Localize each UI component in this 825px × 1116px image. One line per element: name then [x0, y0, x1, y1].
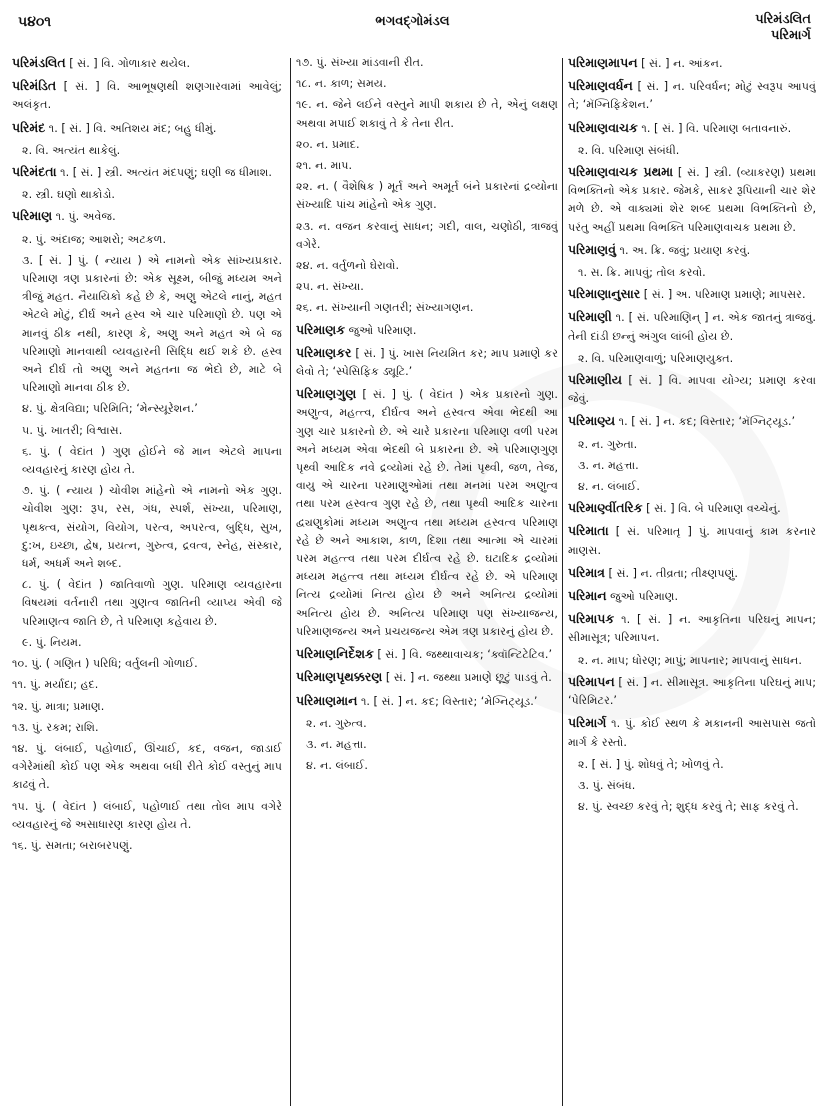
- sense-definition: ૪. પું. ક્ષેત્રવિદ્યા; પરિમિતિ; ‘મેન્સ્યૂરેશન.’: [22, 402, 198, 416]
- headword: પરિમંડલિત: [12, 55, 66, 70]
- definition: [ સં. ] ન. આંકન.: [637, 57, 723, 70]
- sense-definition: ૨૪. ન. વર્તુળનો ઘેરાવો.: [296, 259, 400, 273]
- definition: ૧. પું. કોઈ સ્થળ કે મકાનની આસપાસ જતો માર્ગ કે રસ્તો.: [568, 717, 816, 749]
- definition: [ સં. પરિમાતૃ ] પું. માપવાનું કામ કરનાર માણસ.: [568, 525, 816, 557]
- headword: પરિમાર્ગ: [568, 715, 607, 731]
- page-header: [0, 0, 825, 56]
- page-number: ૫૪૦૧: [18, 14, 52, 30]
- entry-columns: [12, 54, 818, 1110]
- sense-definition: ૯. પું. નિયમ.: [22, 635, 82, 649]
- sense-definition: ૪. પું. સ્વચ્છ કરવું તે; શુદ્ધ કરવું તે; સાફ કરવું તે.: [578, 800, 799, 814]
- dictionary-entry: [568, 285, 816, 304]
- sense-definition: ૧૭. પું. સંખ્યા માંડવાની રીત.: [296, 56, 424, 69]
- headword: પરિમાણાનુસાર: [568, 286, 641, 302]
- headword: પરિમાણ્ય: [568, 413, 616, 429]
- definition: [ સં. ] ન. સીમાસૂત્ર. આકૃતિના પરિઘનું માપ; ‘પેરિમિટર.’: [568, 675, 816, 708]
- definition: ૧. પું. અવેજ.: [52, 210, 116, 224]
- definition: [ સં. ] પું. ખાસ નિયમિત કર; માપ પ્રમાણે કર લેવો તે; ‘સ્પેસિફિક ડ્યૂટિ.’: [296, 346, 558, 379]
- sense-definition: ૨૬. ન. સંખ્યાની ગણતરી; સંખ્યાગણન.: [296, 301, 474, 315]
- sense-definition: ૨૫. ન. સંખ્યા.: [296, 280, 364, 294]
- sense-definition: ૩. [ સં. ] પું. ( ન્યાય ) એ નામનો એક સાંખ્યપ્રકાર. પરિમાણ ત્રણ પ્રકારનાં છે: એક સૂક્ષ્મ, બીજું મધ્યમ અને ત્રીજું મહત. નૈયાયિકો કહે છે કે, અણુ એટલે નાનું, મહત એટલે મોટું, દીર્ઘ અને હ્રસ્વ એ ચાર પરિમાણો છે. પણ એ માનવું ઠીક નથી, કારણ કે, અણુ અને મહત એ બે જ પરિમાણો માનવાથી વ્યવહારની સિદ્ધિ થઈ શકે છે. હ્રસ્વ અને દીર્ઘ તો અણુ અને મહતના જ ભેદો છે, માટે બે પરિમાણો માનવા ઠીક છે.: [22, 253, 282, 395]
- dictionary-entry: [568, 673, 816, 710]
- sense-definition: ૨. વિ. અત્યંત થાકેલું.: [22, 143, 121, 157]
- sense-definition: ૪. ન. લંબાઈ.: [306, 759, 368, 773]
- headword: પરિમાપક: [568, 611, 615, 627]
- dictionary-entry: [296, 645, 558, 664]
- headword: પરિમાન: [568, 588, 607, 604]
- headword: પરિમંદ: [12, 119, 46, 135]
- definition: [ સં. ] વિ. માપવા યોગ્ય; પ્રમાણ કરવા જેવું.: [568, 374, 816, 406]
- headword: પરિમાણનિર્દેશક: [296, 646, 374, 662]
- definition: ૧. [ સં. પરિમાણિન્ ] ન. એક જાતનું ત્રાજવું. તેની દાંડી છન્નું અંગુલ લાંબી હોય છે.: [568, 311, 816, 343]
- dictionary-entry: [12, 119, 282, 138]
- sense-definition: ૨. [ સં. ] પું. શોધવું તે; ખોળવું તે.: [578, 757, 724, 771]
- dictionary-entry: [568, 610, 816, 647]
- definition: [ સં. ] વિ. ગોળાકાર થયેલ.: [65, 57, 191, 70]
- headword: પરિમાણમાપન: [568, 55, 638, 70]
- definition: [ સં. ] ન. પરિવર્ધન; મોટું સ્વરૂપ આપવું તે; ‘મૅગ્નિફિકેશન.’: [568, 80, 816, 112]
- sense-definition: ૧૫. પું. ( વેદાંત ) લંબાઈ, પહોળાઈ તથા તોલ માપ વગેરે વ્યવહારનું જે અસાધારણ કારણ હોય તે.: [12, 799, 282, 831]
- column-divider: [290, 58, 291, 1106]
- headword: પરિમાત્ર: [568, 564, 605, 580]
- sense-definition: ૧૯. ન. જેને લઈને વસ્તુને માપી શકાય છે તે, એનું લક્ષણ અથવા મપાઈ શકાવું તે કે તેના રીત.: [296, 98, 558, 130]
- headword: પરિમાણ: [12, 208, 53, 224]
- dictionary-entry: [568, 522, 816, 559]
- column-divider: [562, 58, 563, 1106]
- sense-definition: ૫. પું. ખાતરી; વિશ્વાસ.: [22, 423, 123, 437]
- running-title: ભગવદ્ગોમંડલ: [375, 14, 450, 29]
- dictionary-entry: [296, 385, 558, 641]
- sense-definition: ૨. પું. અંદાજ; આશરો; અટકળ.: [22, 232, 167, 246]
- headword: પરિમાણકર: [296, 344, 352, 360]
- headword: પરિમાતા: [568, 523, 609, 539]
- sense-definition: ૪. ન. લંબાઈ.: [578, 480, 640, 494]
- definition: [ સં. ] પું. ( વેદાંત ) એક પ્રકારનો ગુણ. અણુત્વ, મહત્ત્વ, દીર્ઘત્વ અને હ્રસ્વત્વ એવા ભેદથી આ ગુણ ચાર પ્રકારનો છે. એ ચારે પ્રકારના પરિમાણ વળી પરમ અને મધ્યમ એવા ભેદથી બે પ્રકારના છે. એ પરિમાણગુણ પૃથ્વી આદિક નવે દ્રવ્યોમાં રહે છે. તેમાં પૃથ્વી, જળ, તેજ, વાયુ એ ચારના પરમાણુઓમાં તથા મનમાં પરમ અણુત્વ તથા પરમ હ્રસ્વત્વ ગુણ રહે છે, તથા પૃથ્વી આદિક ચારના દ્વ્યણુકોમાં મધ્યમ અણુત્વ તથા મધ્યમ હ્રસ્વત્વ પરિમાણ રહે છે અને આકાશ, કાળ, દિશા તથા આત્મા એ ચારમાં પરમ મહત્ત્વ તથા પરમ દીર્ઘત્વ રહે છે. ઘટાદિક દ્રવ્યોમાં મધ્યમ મહત્ત્વ તથા મધ્યમ દીર્ઘત્વ રહે છે. એ પરિમાણ નિત્ય દ્રવ્યોમાં નિત્ય હોય છે અને અનિત્ય દ્રવ્યોમાં અનિત્ય હોય છે. અનિત્ય પરિમાણ પણ સંખ્યાજન્ય, પરિમાણજન્ય અને પ્રચયજન્ય એમ ત્રણ પ્રકારનું હોય છે.: [296, 388, 558, 638]
- dictionary-entry: [12, 77, 282, 114]
- dictionary-entry: [12, 163, 282, 182]
- dictionary-entry: [568, 119, 816, 138]
- dictionary-entry: [568, 77, 816, 114]
- headword: પરિમાણગુણ: [296, 386, 357, 402]
- dictionary-entry: [568, 714, 816, 751]
- column-2: [296, 54, 558, 1104]
- definition: ૧. [ સં. ] વિ. અતિશય મંદ; બહુ ધીમું.: [45, 121, 217, 135]
- definition: ૧. [ સં. ] વિ. પરિમાણ બતાવનારું.: [637, 121, 792, 135]
- sense-definition: ૬. પું. ( વેદાંત ) ગુણ હોઈને જે માન એટલે માપના વ્યવહારનું કારણ હોય તે.: [22, 444, 282, 477]
- sense-definition: ૧. સ. ક્રિ. માપવું; તોલ કરવો.: [578, 266, 706, 280]
- sense-definition: ૨. સ્ત્રી. ઘણો થાકોડો.: [22, 188, 115, 202]
- sense-definition: ૧૨. પું. માત્રા; પ્રમાણ.: [12, 699, 105, 713]
- guide-words: [755, 12, 811, 44]
- headword: પરિમાણી: [568, 309, 612, 325]
- dictionary-entry: [568, 587, 816, 606]
- dictionary-entry: [296, 344, 558, 381]
- definition: જુઓ પરિમાણ.: [345, 323, 417, 337]
- headword: પરિમંદતા: [12, 164, 57, 180]
- sense-definition: ૩. ન. મહત્તા.: [306, 737, 367, 751]
- headword: પરિમંડિત: [12, 78, 57, 94]
- sense-definition: ૧૩. પું. રકમ; રાશિ.: [12, 720, 99, 734]
- guide-word-first: પરિમંડલિત: [755, 12, 811, 27]
- dictionary-entry: [296, 668, 558, 687]
- headword: પરિમાણમાન: [296, 692, 358, 708]
- sense-definition: ૨. વિ. પરિમાણવાળું; પરિમાણયુક્ત.: [578, 351, 734, 365]
- definition: જુઓ પરિમાણ.: [606, 590, 679, 604]
- sense-definition: ૧૪. પું. લંબાઈ, પહોળાઈ, ઊંચાઈ, કદ, વજન, જાડાઈ વગેરેમાંથી કોઈ પણ એક અથવા બધી રીતે કોઈ વસ્તુનું માપ કાઢવું તે.: [12, 741, 282, 792]
- sense-definition: ૨૦. ન. પ્રમાદ.: [296, 137, 360, 151]
- sense-definition: ૧૦. પું. ( ગણિત ) પરિધિ; વર્તુલની ગોળાઈ.: [12, 657, 198, 671]
- dictionary-entry: [12, 54, 282, 73]
- headword: પરિમાણવું: [568, 241, 616, 257]
- dictionary-entry: [568, 54, 816, 73]
- sense-definition: ૧૧. પું. મર્યાદા; હદ.: [12, 678, 99, 692]
- definition: ૧. [ સં. ] ન. આકૃતિના પરિઘનું માપન; સીમાસૂત્ર; પરિમાપન.: [568, 613, 816, 645]
- headword: પરિમાણવાચક પ્રથમા: [568, 164, 674, 180]
- definition: [ સં. ] વિ. આભૂષણથી શણગારવામાં આવેલું; અલંકૃત.: [12, 80, 282, 112]
- sense-definition: ૨. ન. માપ; ધોરણ; માપું; માપનાર; માપવાનું સાધન.: [578, 653, 802, 667]
- definition: [ સં. ] સ્ત્રી. (વ્યાકરણ) પ્રથમા વિભક્તિનો એક પ્રકાર. જેમકે, સાકર રૂપિયાની ચાર શેર મળે છે. એ વાક્યમાં શેર શબ્દ પ્રથમા વિભક્તિનો છે, પરંતુ અહીં પ્રથમા વિભક્તિ પરિમાણવાચક પ્રથમા છે.: [568, 166, 816, 234]
- sense-definition: ૨૨. ન. ( વૈશેષિક ) મૂર્ત અને અમૂર્ત બંને પ્રકારનાં દ્રવ્યોના સંખ્યાદિ પાંચ માંહેનો એક ગુણ.: [296, 180, 558, 212]
- dictionary-entry: [568, 371, 816, 408]
- column-1: [12, 54, 282, 1104]
- sense-definition: ૨૩. ન. વજન કરવાનું સાધન; ગદી, વાલ, ચણોઠી, ત્રાજવું વગેરે.: [296, 219, 558, 251]
- definition: ૧. [ સં. ] સ્ત્રી. અત્યંત મંદપણું; ઘણી જ ધીમાશ.: [56, 166, 272, 180]
- sense-definition: ૩. પું. સંબંધ.: [578, 778, 636, 792]
- sense-definition: ૭. પું. ( ન્યાય ) ચોવીશ માંહેનો એ નામનો એક ગુણ. ચોવીશ ગુણ: રૂપ, રસ, ગંધ, સ્પર્શ, સંખ્યા, પરિમાણ, પૃથક્ત્વ, સંયોગ, વિયોગ, પરત્વ, અપરત્વ, બુદ્ધિ, સુખ, દુ:ખ, ઇચ્છા, દ્વેષ, પ્રયત્ન, ગુરુત્વ, દ્રવત્વ, સ્નેહ, સંસ્કાર, ધર્મ, અધર્મ અને શબ્દ.: [22, 484, 282, 571]
- sense-definition: ૨. ન. ગુરુત્વ.: [306, 716, 367, 730]
- dictionary-entry: [568, 308, 816, 345]
- dictionary-entry: [12, 207, 282, 226]
- column-3: [568, 54, 816, 1104]
- sense-definition: ૩. ન. મહત્તા.: [578, 458, 639, 472]
- sense-definition: ૮. પું. ( વેદાંત ) જાતિવાળો ગુણ. પરિમાણ વ્યવહારના વિષયમાં વર્તનારી તથા ગુણત્વ જાતિની વ્યાપ્ય એવી જે પરિમાણત્વ જાતિ છે, તે પરિમાણ કહેવાય છે.: [22, 578, 282, 628]
- headword: પરિમાણ્વીંતરિક: [568, 500, 643, 516]
- sense-definition: ૧૮. ન. કાળ; સમય.: [296, 77, 387, 91]
- guide-word-last: પરિમાર્ગ: [771, 28, 811, 43]
- definition: ૧. [ સં. ] ન. કદ; વિસ્તાર; ‘મેગ્નિટ્યૂડ.’: [357, 694, 538, 708]
- dictionary-entry: [296, 321, 558, 340]
- sense-definition: ૨૧. ન. માપ.: [296, 159, 353, 173]
- headword: પરિમાણવર્ધન: [568, 78, 633, 94]
- headword: પરિમાણવાચક: [568, 119, 638, 135]
- dictionary-entry: [568, 163, 816, 237]
- definition: [ સં. ] વિ. બે પરિમાણ વચ્ચેનું.: [642, 502, 781, 516]
- headword: પરિમાણપૃથક્કરણ: [296, 669, 383, 685]
- dictionary-entry: [568, 564, 816, 583]
- sense-definition: ૨. ન. ગુરુતા.: [578, 437, 638, 451]
- headword: પરિમાપન: [568, 673, 615, 689]
- headword: પરિમાણક: [296, 321, 346, 337]
- headword: પરિમાણીય: [568, 372, 623, 388]
- definition: [ સં. ] ન. જથ્થા પ્રમાણે છૂટું પાડવું તે.: [382, 671, 552, 685]
- dictionary-entry: [296, 692, 558, 711]
- dictionary-entry: [568, 412, 816, 431]
- definition: [ સં. ] અ. પરિમાણ પ્રમાણે; માપસર.: [640, 288, 806, 302]
- definition: [ સં. ] વિ. જથ્થાવાચક; ‘ક્વૉન્ટિટેટિવ.’: [373, 648, 552, 662]
- definition: ૧. અ. ક્રિ. જવું; પ્રયાણ કરવું.: [615, 243, 751, 257]
- dictionary-entry: [568, 241, 816, 260]
- sense-definition: ૧૬. પું. સમતા; બરાબરપણું.: [12, 838, 133, 852]
- sense-definition: ૨. વિ. પરિમાણ સંબંધી.: [578, 143, 680, 157]
- definition: ૧. [ સં. ] ન. કદ; વિસ્તાર; ‘મૅગ્નિટ્યૂડ.’: [615, 415, 796, 429]
- definition: [ સં. ] ન. તીવ્રતા; તીક્ષ્ણપણું.: [604, 566, 738, 580]
- dictionary-entry: [568, 499, 816, 518]
